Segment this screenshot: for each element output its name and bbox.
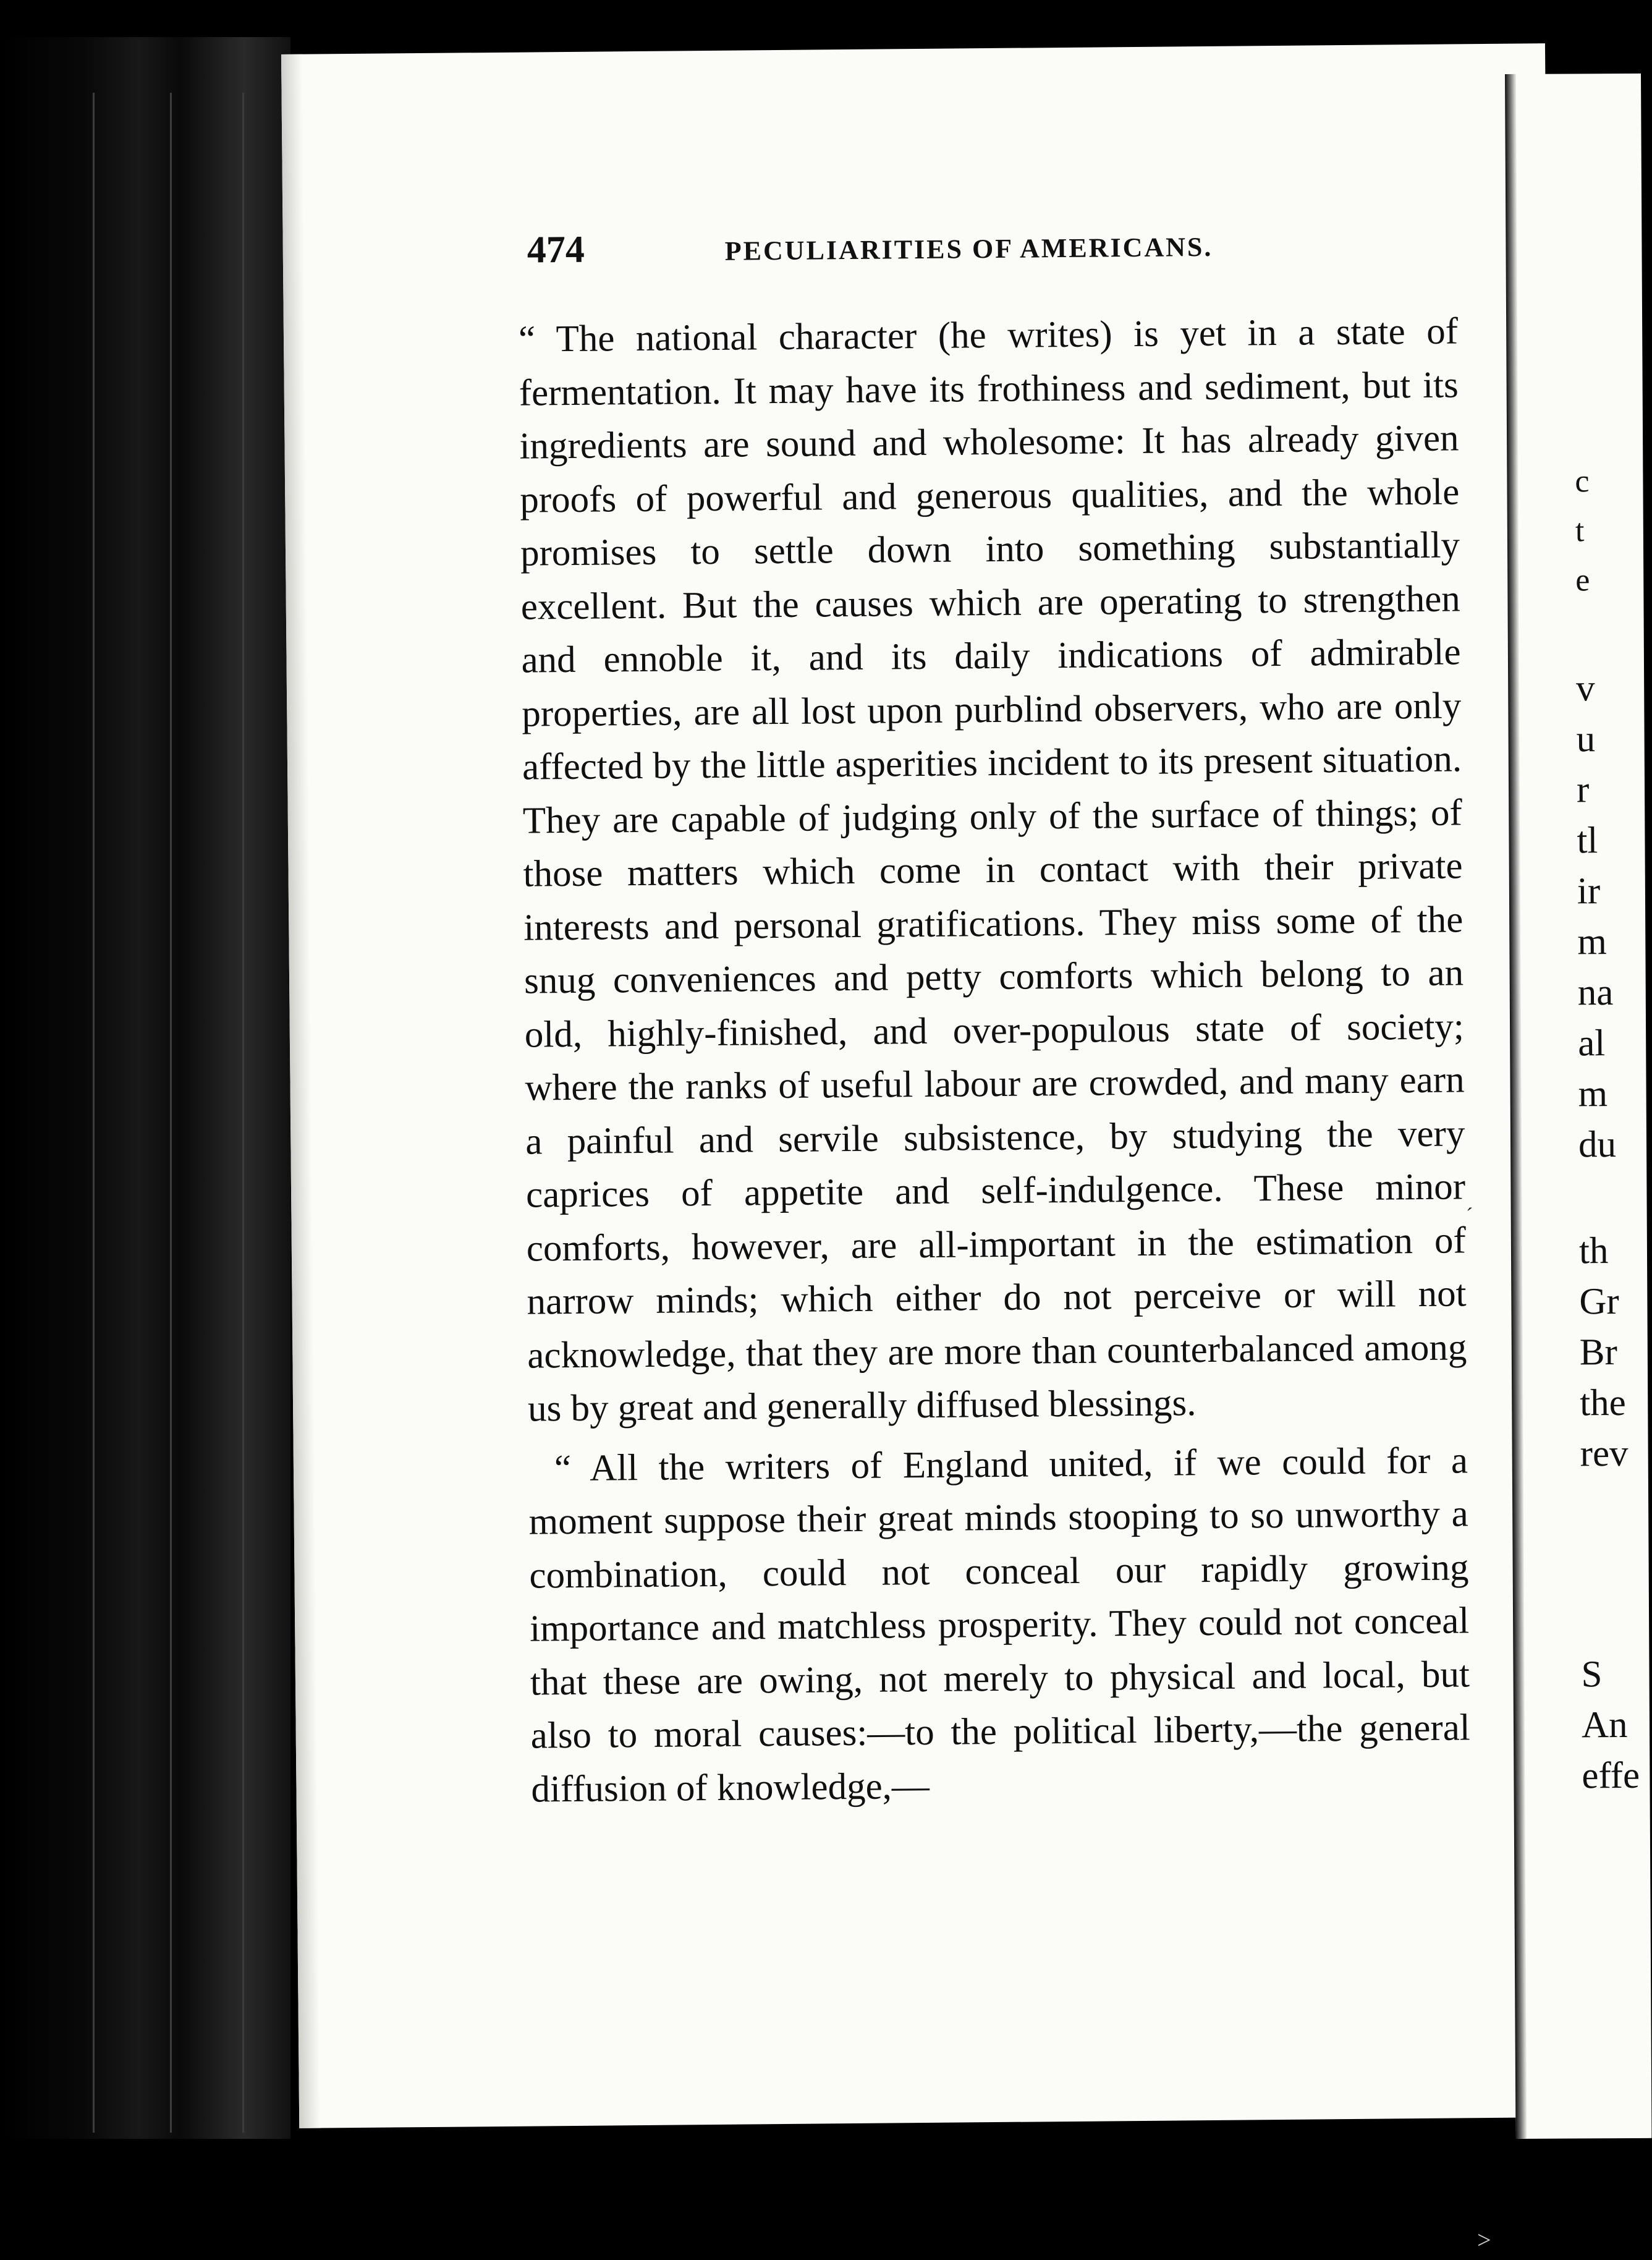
spine-line bbox=[242, 93, 244, 2133]
facing-fragment: effe bbox=[1582, 1754, 1640, 1797]
facing-fragment: c bbox=[1575, 464, 1590, 499]
facing-fragment: na bbox=[1577, 972, 1614, 1014]
facing-fragment: tl bbox=[1577, 820, 1598, 862]
running-head: PECULIARITIES OF AMERICANS. bbox=[724, 231, 1213, 266]
facing-fragment: r bbox=[1576, 769, 1590, 811]
page-text bbox=[519, 305, 1471, 1816]
book-page bbox=[281, 43, 1563, 2128]
page-number: 474 bbox=[527, 228, 585, 271]
paragraph-2: “ All the writers of England united, if we could for a moment suppose their great minds stooping to so unworthy a combination, could not conceal our rapidly growing importance and matchless prosperity. They could not conceal that these are owing, not merely to physical and local, but also to moral causes:—to the political liberty,—the general diffusion of knowledge,— bbox=[528, 1439, 1470, 1811]
spine-line bbox=[93, 93, 95, 2133]
bottom-mark: > bbox=[1477, 2226, 1491, 2254]
paragraph-1: “ The national character (he writes) is yet in a state of fermentation. It may have its frothiness and sediment, but its ingredients are sound and wholesome: It has already given proofs of powerful and generous qualities, and the whole promises to settle down into something substantially excellent. But the causes which are operating to strengthen and ennoble it, and its daily indications of admirable properties, are all lost upon purblind observers, who are only affected by the little asperities incident to its present situation. They are capable of judging only of the surface of things; of those matters which come in contact with their private interests and personal gratifications. They miss some of the snug conveniences and petty comforts which belong to an old, highly-finished, and over-populous state of society; where the ranks of useful labour are crowded, and many earn a painful and servile subsistence, by studying the very caprices of appetite and self-indulgence. These minor comforts, however, are all-important in the estimation of narrow minds; which either do not perceive or will not acknowledge, that they are more than counterbalanced among us by great and generally diffused blessings. bbox=[518, 310, 1467, 1430]
margin-mark: ´ bbox=[1466, 1204, 1473, 1227]
facing-fragment: S bbox=[1581, 1654, 1603, 1696]
facing-fragment: t bbox=[1575, 513, 1585, 549]
facing-fragment: du bbox=[1578, 1124, 1617, 1166]
facing-fragment: m bbox=[1578, 1073, 1608, 1115]
facing-fragment: v bbox=[1576, 668, 1595, 710]
facing-fragment: An bbox=[1581, 1704, 1628, 1746]
book-spine bbox=[0, 37, 290, 2139]
facing-fragment: ir bbox=[1577, 870, 1601, 912]
spine-line bbox=[170, 93, 172, 2133]
facing-page bbox=[1505, 74, 1651, 2139]
facing-fragment: e bbox=[1575, 563, 1590, 598]
facing-fragment: u bbox=[1576, 718, 1596, 760]
facing-fragment: the bbox=[1580, 1382, 1626, 1424]
page-header bbox=[527, 219, 1578, 297]
facing-fragment: th bbox=[1578, 1230, 1609, 1272]
facing-fragment: Gr bbox=[1579, 1281, 1619, 1323]
facing-fragment: al bbox=[1578, 1022, 1606, 1064]
facing-fragment: Br bbox=[1579, 1332, 1618, 1374]
facing-fragment: rev bbox=[1580, 1432, 1629, 1475]
facing-fragment: m bbox=[1577, 921, 1607, 963]
